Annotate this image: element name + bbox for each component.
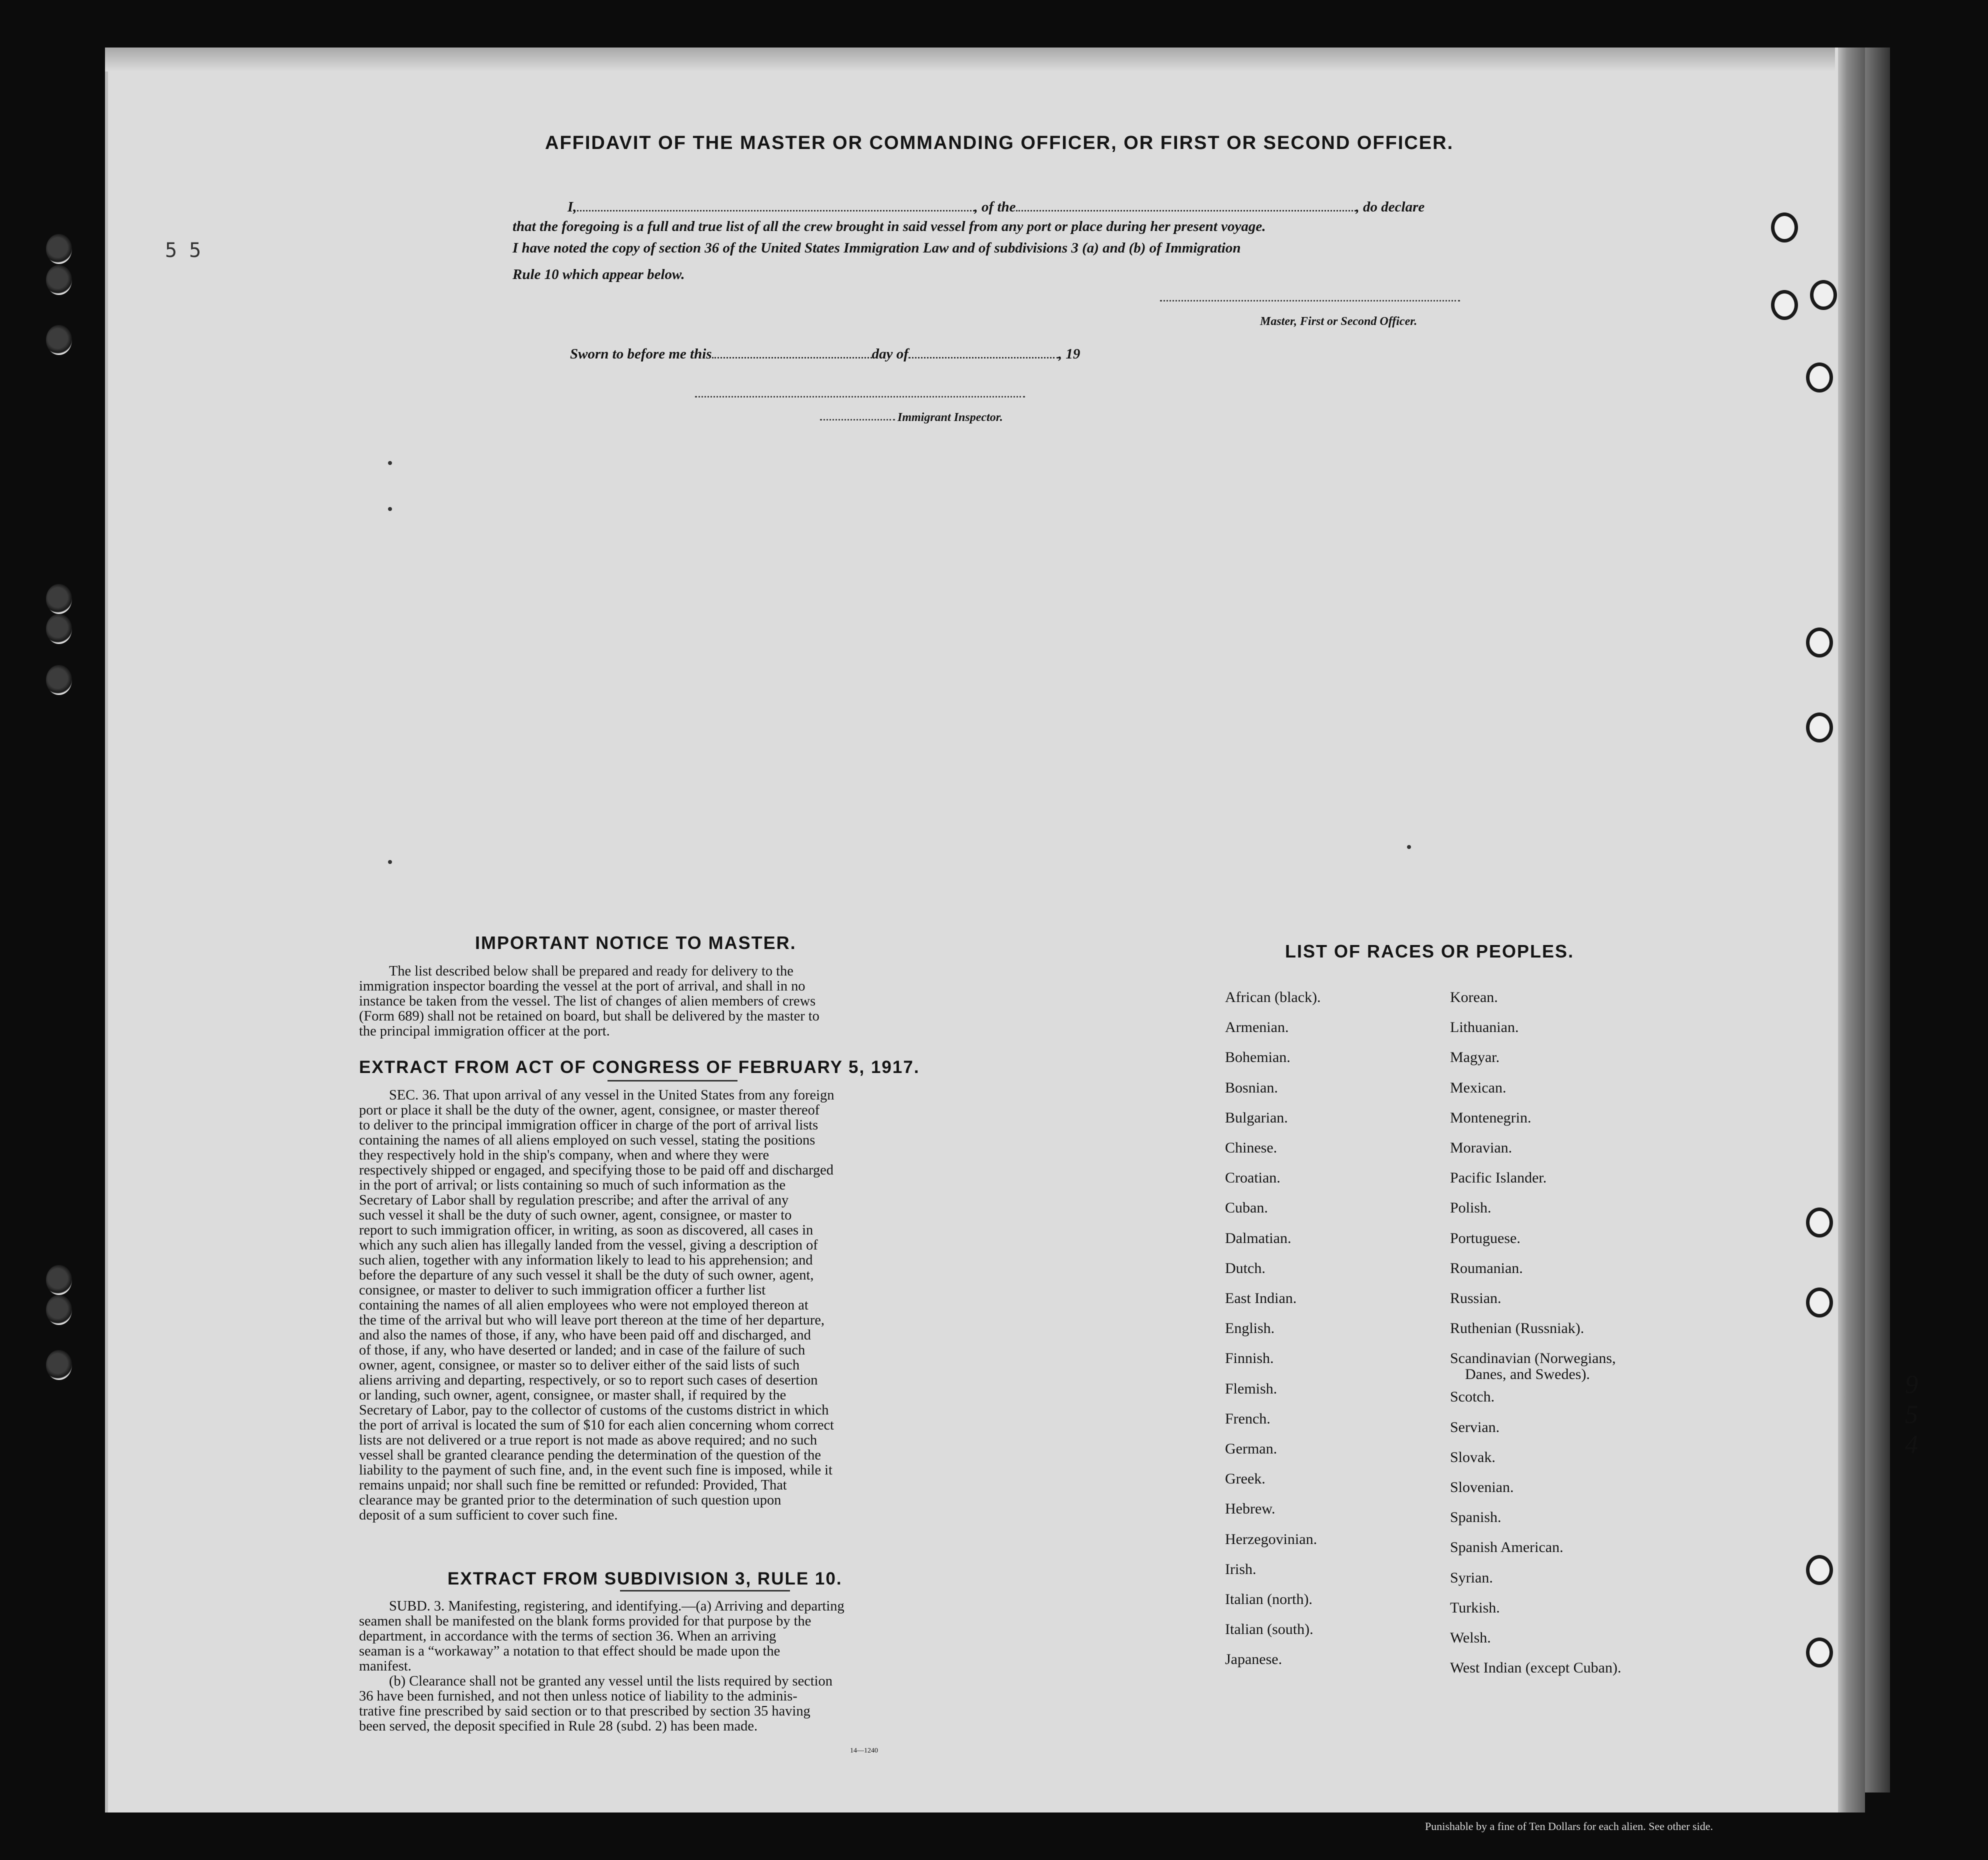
affidavit-line-4: Rule 10 which appear below. [512, 266, 685, 282]
binder-ring [1810, 280, 1837, 310]
handwritten-mark: 5 [1905, 1400, 1918, 1429]
race-item: Italian (north). [1225, 1591, 1312, 1608]
sworn-line [570, 346, 1080, 362]
act-line: containing the names of all alien employees who were not employed thereon at [359, 1298, 808, 1313]
title-underline [620, 1590, 790, 1592]
officer-name-blank[interactable] [577, 200, 974, 212]
race-item: English. [1225, 1320, 1275, 1337]
act-line: aliens arriving and departing, respectively, or so to report such cases of desertion [359, 1372, 818, 1388]
act-line: or landing, such owner, agent, consignee, or master shall, if required by the [359, 1388, 786, 1403]
stray-mark [1407, 845, 1411, 849]
act-line: consignee, or master to deliver to such immigration officer a further list [359, 1282, 766, 1298]
inspector-signature-line[interactable] [695, 396, 1025, 398]
inspector-label: Immigrant Inspector. [898, 411, 1003, 424]
sworn-day-blank[interactable] [712, 347, 872, 358]
race-item: Russian. [1450, 1290, 1502, 1306]
stray-mark [388, 461, 392, 465]
act-line: SEC. 36. That upon arrival of any vessel in the United States from any foreign [389, 1088, 834, 1103]
race-item: Mexican. [1450, 1079, 1506, 1096]
race-item: Dutch. [1225, 1260, 1266, 1276]
race-item: Bulgarian. [1225, 1109, 1288, 1126]
binder-hole [46, 1350, 72, 1380]
race-item: Magyar. [1450, 1049, 1500, 1066]
handwritten-mark: 9 [1905, 1370, 1918, 1399]
race-item: Spanish American. [1450, 1539, 1564, 1556]
race-item: Flemish. [1225, 1380, 1278, 1397]
race-item: Polish. [1450, 1200, 1492, 1216]
race-item: Ruthenian (Russniak). [1450, 1320, 1584, 1337]
race-item: Turkish. [1450, 1599, 1500, 1616]
race-item: Servian. [1450, 1418, 1500, 1436]
race-item: Finnish. [1225, 1350, 1274, 1367]
race-item: Welsh. [1450, 1630, 1491, 1646]
rule-line: department, in accordance with the terms of section 36. When an arriving [359, 1628, 776, 1644]
act-line: remains unpaid; nor shall such fine be remitted or refunded: Provided, That [359, 1478, 787, 1493]
binder-ring [1806, 1555, 1833, 1585]
act-line: respectively shipped or engaged, and specifying those to be paid off and discharged [359, 1162, 834, 1178]
page-top-shadow [105, 48, 1835, 72]
affidavit-i: I, [568, 199, 577, 215]
notice-text [359, 964, 944, 1039]
race-item: Scandinavian (Norwegians, [1450, 1350, 1616, 1367]
act-line: Secretary of Labor, pay to the collector of customs of the customs district in which [359, 1402, 829, 1418]
binder-hole [46, 665, 72, 695]
race-item: Portuguese. [1450, 1230, 1520, 1246]
race-item: Chinese. [1225, 1140, 1278, 1156]
document-page [105, 48, 1838, 1812]
master-signature-line[interactable] [1160, 300, 1460, 302]
form-number: 14—1240 [850, 1747, 878, 1754]
handwritten-mark: 4 [1905, 1430, 1918, 1459]
binder-ring [1806, 1638, 1833, 1668]
affidavit-line-3: I have noted the copy of section 36 of the United States Immigration Law and of subdivisions 3 (a) and (b) of Immigration [512, 240, 1241, 256]
notice-line: immigration inspector boarding the vessel at the port of arrival, and shall in no [359, 978, 806, 994]
affidavit-title: AFFIDAVIT OF THE MASTER OR COMMANDING OFFICER, OR FIRST OR SECOND OFFICER. [545, 132, 1454, 154]
act-line: in the port of arrival; or lists containing so much of such information as the [359, 1178, 786, 1193]
act-line: clearance may be granted prior to the determination of such question upon [359, 1492, 782, 1508]
notice-line: the principal immigration officer at the port. [359, 1024, 610, 1039]
notice-line: The list described below shall be prepared and ready for delivery to the [389, 964, 794, 979]
act-line: such vessel it shall be the duty of such owner, agent, consignee, or master to [359, 1208, 792, 1223]
act-line: to deliver to the principal immigration officer in charge of the port of arrival lists [359, 1118, 818, 1133]
act-line: Secretary of Labor shall by regulation prescribe; and after the arrival of any [359, 1192, 789, 1208]
race-item: West Indian (except Cuban). [1450, 1660, 1622, 1676]
affidavit-line-1 [568, 199, 1424, 216]
binder-hole [46, 234, 72, 264]
act-line: and also the names of those, if any, who have been paid off and discharged, and [359, 1328, 811, 1343]
act-line: owner, agent, consignee, or master so to deliver either of the said lists of such [359, 1358, 800, 1373]
title-underline [608, 1080, 738, 1082]
race-item: Dalmatian. [1225, 1230, 1292, 1246]
binder-hole [46, 1295, 72, 1325]
act-line: containing the names of all aliens employed on such vessel, stating the positions [359, 1132, 816, 1148]
races-title: LIST OF RACES OR PEOPLES. [1285, 941, 1574, 962]
binder-ring [1771, 212, 1798, 242]
race-item: Bosnian. [1225, 1079, 1278, 1096]
act-line: liability to the payment of such fine, and, in the event such fine is imposed, while it [359, 1462, 832, 1478]
vessel-name-blank[interactable] [1016, 200, 1356, 212]
rule-line: 36 have been furnished, and not then unless notice of liability to the adminis- [359, 1688, 798, 1704]
binder-hole [46, 325, 72, 355]
inspector-signature-lead [820, 419, 895, 420]
extract-rule-text [359, 1599, 944, 1734]
race-item: Pacific Islander. [1450, 1170, 1547, 1186]
race-item: Syrian. [1450, 1569, 1493, 1586]
act-line: the time of the arrival but who will leave port thereon at the time of her departure, [359, 1312, 825, 1328]
rule-line: seamen shall be manifested on the blank forms provided for that purpose by the [359, 1614, 812, 1629]
affidavit-line-2: that the foregoing is a full and true list of all the crew brought in said vessel from any port or place during her present voyage. [512, 218, 1266, 234]
stray-mark [388, 507, 392, 511]
affidavit-of-the: , of the [974, 199, 1016, 215]
sworn-prefix: Sworn to before me this [570, 346, 712, 362]
notice-line: instance be taken from the vessel. The list of changes of alien members of crews [359, 994, 816, 1009]
act-line: report to such immigration officer, in writing, as soon as discovered, all cases in [359, 1222, 814, 1238]
binder-ring [1806, 628, 1833, 658]
affidavit-declare: , do declare [1356, 199, 1425, 215]
binder-hole [46, 1265, 72, 1295]
act-line: vessel shall be granted clearance pending the determination of the question of the [359, 1448, 821, 1463]
race-item: Greek. [1225, 1470, 1266, 1488]
race-item: Danes, and Swedes). [1465, 1366, 1590, 1383]
race-item: Spanish. [1450, 1509, 1502, 1526]
race-item: East Indian. [1225, 1290, 1297, 1306]
stray-mark [388, 860, 392, 864]
act-line: which any such alien has illegally landed from the vessel, giving a description of [359, 1238, 818, 1253]
binder-ring [1806, 1288, 1833, 1318]
binder-ring [1806, 362, 1833, 392]
binder-ring [1806, 1208, 1833, 1238]
act-line: before the departure of any such vessel it shall be the duty of such owner, agent, [359, 1268, 814, 1283]
race-item: German. [1225, 1440, 1278, 1457]
race-item: Herzegovinian. [1225, 1530, 1318, 1548]
sworn-day-of: day of [872, 346, 908, 362]
race-item: Lithuanian. [1450, 1019, 1519, 1036]
act-line: port or place it shall be the duty of the owner, agent, consignee, or master thereof [359, 1102, 820, 1118]
race-item: Cuban. [1225, 1200, 1268, 1216]
rule-line: seaman is a “workaway” a notation to that effect should be made upon the [359, 1644, 780, 1659]
rule-line: been served, the deposit specified in Rule 28 (subd. 2) has been made. [359, 1718, 758, 1734]
race-item: Armenian. [1225, 1019, 1289, 1036]
notice-line: (Form 689) shall not be retained on board, but shall be delivered by the master to [359, 1008, 820, 1024]
race-item: Slovak. [1450, 1448, 1496, 1466]
rule-line: manifest. [359, 1658, 412, 1674]
rule-line: (b) Clearance shall not be granted any vessel until the lists required by section [389, 1674, 832, 1689]
race-item: Moravian. [1450, 1140, 1512, 1156]
extract-act-title: EXTRACT FROM ACT OF CONGRESS OF FEBRUARY 5, 1917. [359, 1058, 920, 1077]
act-line: they respectively hold in the ship's company, when and where they were [359, 1148, 770, 1163]
page-edge [1835, 48, 1865, 1812]
race-item: Bohemian. [1225, 1049, 1290, 1066]
race-item: African (black). [1225, 989, 1321, 1006]
race-item: Hebrew. [1225, 1500, 1276, 1518]
act-line: such alien, together with any information likely to lead to his apprehension; and [359, 1252, 813, 1268]
race-item: Slovenian. [1450, 1479, 1514, 1496]
act-line: lists are not delivered or a true report is not made as above required; and no such [359, 1432, 818, 1448]
act-line: the port of arrival is located the sum of $10 for each alien concerning whom correct [359, 1418, 834, 1433]
binder-hole [46, 584, 72, 614]
race-item: Japanese. [1225, 1651, 1282, 1668]
notice-title: IMPORTANT NOTICE TO MASTER. [475, 932, 796, 953]
binder-ring [1771, 290, 1798, 320]
binder-ring [1806, 712, 1833, 742]
master-signature-label: Master, First or Second Officer. [1260, 315, 1418, 328]
rule-line: SUBD. 3. Manifesting, registering, and identifying.—(a) Arriving and departing [389, 1598, 844, 1614]
binder-hole [46, 265, 72, 295]
sworn-month-blank[interactable] [908, 347, 1058, 358]
extract-act-text [359, 1088, 944, 1523]
race-item: Italian (south). [1225, 1621, 1314, 1638]
bottom-penalty-note: Punishable by a fine of Ten Dollars for each alien. See other side. [1425, 1820, 1713, 1832]
sworn-year: , 19 [1058, 346, 1080, 362]
race-item: Irish. [1225, 1560, 1256, 1578]
race-item: Montenegrin. [1450, 1109, 1532, 1126]
margin-stamp-mark: 5 5 [165, 239, 202, 262]
race-item: Scotch. [1450, 1388, 1495, 1406]
binder-hole [46, 614, 72, 644]
race-item: French. [1225, 1410, 1270, 1427]
act-line: deposit of a sum sufficient to cover such fine. [359, 1508, 618, 1523]
race-item: Roumanian. [1450, 1260, 1523, 1276]
extract-rule-title: EXTRACT FROM SUBDIVISION 3, RULE 10. [448, 1569, 842, 1588]
act-line: of those, if any, who have deserted or landed; and in case of the failure of such [359, 1342, 806, 1358]
page-edge-shadow [1865, 48, 1890, 1792]
race-item: Croatian. [1225, 1170, 1280, 1186]
race-item: Korean. [1450, 989, 1498, 1006]
rule-line: trative fine prescribed by said section or to that prescribed by section 35 having [359, 1704, 810, 1719]
